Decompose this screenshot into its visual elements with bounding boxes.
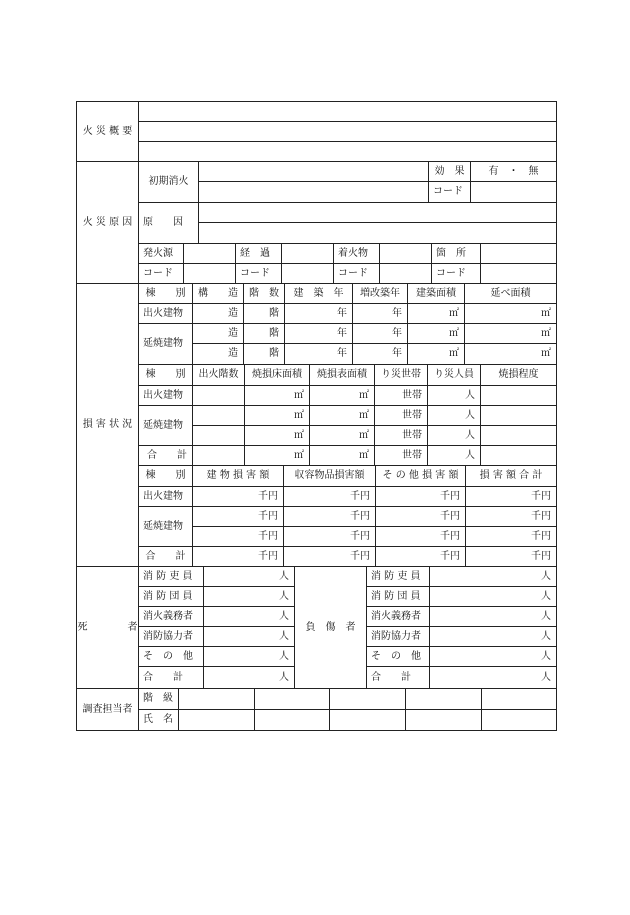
t2-r2-burn-degree[interactable]: [480, 405, 557, 426]
investigator-name-3[interactable]: [329, 709, 406, 731]
injured-row-value-6[interactable]: 人: [429, 666, 557, 689]
location-field[interactable]: [480, 243, 557, 264]
initial-extinguish-line-2[interactable]: [198, 181, 429, 203]
t2-spread-bldg-label: 延焼建物: [138, 405, 193, 446]
investigator-rank-label: 階 級: [138, 688, 179, 710]
t1-origin-bldg-label: 出火建物: [138, 303, 193, 324]
investigator-name-2[interactable]: [254, 709, 330, 731]
process-label: 経 過: [235, 243, 282, 264]
t1-r3-structure[interactable]: 造: [192, 343, 244, 365]
t2-r1-victim-persons[interactable]: 人: [427, 385, 481, 406]
t3-r2-building-damage[interactable]: 千円: [192, 506, 284, 527]
investigator-label: 調査担当者: [76, 688, 139, 731]
t3-spread-bldg-label: 延焼建物: [138, 506, 193, 547]
first-ignited-code-field[interactable]: [379, 263, 432, 284]
t3-building-damage-header: 建 物 損 害 額: [192, 465, 284, 487]
t3-r2-other-damage[interactable]: 千円: [375, 506, 466, 527]
dead-row-label-3: 消火義務者: [138, 606, 204, 627]
t3-other-damage-header: そ の 他 損 害 額: [375, 465, 466, 487]
t3-r1-other-damage[interactable]: 千円: [375, 486, 466, 507]
overview-label: 火 災 概 要: [76, 101, 139, 162]
damage-label: 損 害 状 況: [76, 283, 139, 567]
dead-row-value-5[interactable]: 人: [203, 646, 295, 667]
dead-row-label-5: そ の 他: [138, 646, 204, 667]
t2-r4-victim-persons[interactable]: 人: [427, 445, 481, 466]
injured-row-value-4[interactable]: 人: [429, 626, 557, 647]
investigator-rank-2[interactable]: [254, 688, 330, 710]
t3-r4-other-damage[interactable]: 千円: [375, 546, 466, 567]
t1-r2-building-area[interactable]: ㎡: [407, 323, 465, 344]
effect-code-field[interactable]: [470, 181, 557, 203]
t1-spread-bldg-label: 延焼建物: [138, 323, 193, 365]
t2-r3-victim-households[interactable]: 世帯: [374, 425, 428, 446]
t1-r2-floors[interactable]: 階: [243, 323, 285, 344]
dead-row-label-2: 消 防 団 員: [138, 586, 204, 607]
first-ignited-label: 着火物: [333, 243, 380, 264]
dead-row-label-6: 合 計: [138, 666, 204, 689]
t2-r1-victim-households[interactable]: 世帯: [374, 385, 428, 406]
t1-r3-floors[interactable]: 階: [243, 343, 285, 365]
t1-building-area-header: 建築面積: [407, 283, 465, 304]
t3-r1-building-damage[interactable]: 千円: [192, 486, 284, 507]
t2-r1-burned-surface-area[interactable]: ㎡: [309, 385, 375, 406]
t1-renovated-year-header: 増改築年: [352, 283, 408, 304]
injured-row-label-2: 消 防 団 員: [366, 586, 430, 607]
dead-row-value-4[interactable]: 人: [203, 626, 295, 647]
location-label: 箇 所: [431, 243, 481, 264]
t2-r1-burned-floor-area[interactable]: ㎡: [244, 385, 310, 406]
investigator-name-4[interactable]: [405, 709, 482, 731]
t2-fire-floor-header: 出火階数: [192, 364, 245, 386]
t1-r2-total-floor-area[interactable]: ㎡: [464, 323, 557, 344]
t3-r1-damage-total[interactable]: 千円: [465, 486, 557, 507]
t1-built-year-header: 建 築 年: [284, 283, 353, 304]
t3-r3-building-damage[interactable]: 千円: [192, 526, 284, 547]
t1-r1-floors[interactable]: 階: [243, 303, 285, 324]
injured-row-value-5[interactable]: 人: [429, 646, 557, 667]
t2-r3-burned-surface-area[interactable]: ㎡: [309, 425, 375, 446]
investigator-rank-1[interactable]: [178, 688, 255, 710]
t2-r2-burned-floor-area[interactable]: ㎡: [244, 405, 310, 426]
t3-r4-contents-damage[interactable]: 千円: [283, 546, 376, 567]
t3-r4-building-damage[interactable]: 千円: [192, 546, 284, 567]
t1-r3-renovated-year[interactable]: 年: [352, 343, 408, 365]
t2-r3-burn-degree[interactable]: [480, 425, 557, 446]
t3-origin-bldg-label: 出火建物: [138, 486, 193, 507]
t2-r1-burn-degree[interactable]: [480, 385, 557, 406]
t2-r2-fire-floor[interactable]: [192, 405, 245, 426]
t2-r4-burned-floor-area[interactable]: ㎡: [244, 445, 310, 466]
injured-row-value-2[interactable]: 人: [429, 586, 557, 607]
effect-code-label: コード: [428, 181, 471, 203]
overview-line-1[interactable]: [138, 101, 557, 122]
cause-label: 火 災 原 因: [76, 161, 139, 284]
t1-r1-total-floor-area[interactable]: ㎡: [464, 303, 557, 324]
overview-line-3[interactable]: [138, 141, 557, 162]
location-code-field[interactable]: [480, 263, 557, 284]
first-ignited-code-label: コード: [333, 263, 380, 284]
t2-r4-fire-floor[interactable]: [192, 445, 245, 466]
t1-r2-built-year[interactable]: 年: [284, 323, 353, 344]
t2-r3-victim-persons[interactable]: 人: [427, 425, 481, 446]
t1-floors-header: 階 数: [243, 283, 285, 304]
t3-total-label: 合 計: [138, 546, 193, 567]
t2-r2-burned-surface-area[interactable]: ㎡: [309, 405, 375, 426]
dead-row-label-1: 消 防 吏 員: [138, 566, 204, 587]
investigator-name-1[interactable]: [178, 709, 255, 731]
investigator-name-5[interactable]: [481, 709, 557, 731]
t1-r2-renovated-year[interactable]: 年: [352, 323, 408, 344]
t2-r3-fire-floor[interactable]: [192, 425, 245, 446]
t3-damage-total-header: 損 害 額 合 計: [465, 465, 557, 487]
t2-type-header: 棟 別: [138, 364, 193, 386]
dead-row-label-4: 消防協力者: [138, 626, 204, 647]
first-ignited-field[interactable]: [379, 243, 432, 264]
cause-detail-line-2[interactable]: [198, 222, 557, 244]
t3-r3-contents-damage[interactable]: 千円: [283, 526, 376, 547]
effect-value[interactable]: 有 ・ 無: [470, 161, 557, 182]
t2-r4-burned-surface-area[interactable]: ㎡: [309, 445, 375, 466]
t1-r1-structure[interactable]: 造: [192, 303, 244, 324]
injured-row-label-3: 消火義務者: [366, 606, 430, 627]
t2-victim-households-header: り災世帯: [374, 364, 428, 386]
effect-label: 効 果: [428, 161, 471, 182]
t3-r3-other-damage[interactable]: 千円: [375, 526, 466, 547]
t2-r2-victim-persons[interactable]: 人: [427, 405, 481, 426]
process-code-field[interactable]: [281, 263, 334, 284]
investigator-name-label: 氏 名: [138, 709, 179, 731]
t2-origin-bldg-label: 出火建物: [138, 385, 193, 406]
dead-row-value-3[interactable]: 人: [203, 606, 295, 627]
t3-type-header: 棟 別: [138, 465, 193, 487]
overview-line-2[interactable]: [138, 121, 557, 142]
injured-row-label-6: 合 計: [366, 666, 430, 689]
t2-r2-victim-households[interactable]: 世帯: [374, 405, 428, 426]
t2-burned-surface-area-header: 焼損表面積: [309, 364, 375, 386]
ignition-source-code-field[interactable]: [183, 263, 236, 284]
t1-r1-building-area[interactable]: ㎡: [407, 303, 465, 324]
initial-extinguish-label: 初期消火: [138, 161, 199, 203]
injured-row-value-1[interactable]: 人: [429, 566, 557, 587]
t2-victim-persons-header: り災人員: [427, 364, 481, 386]
t3-r4-damage-total[interactable]: 千円: [465, 546, 557, 567]
injured-row-label-4: 消防協力者: [366, 626, 430, 647]
investigator-rank-5[interactable]: [481, 688, 557, 710]
t3-contents-damage-header: 収容物品損害額: [283, 465, 376, 487]
t2-r1-fire-floor[interactable]: [192, 385, 245, 406]
dead-row-value-6[interactable]: 人: [203, 666, 295, 689]
t1-type-header: 棟 別: [138, 283, 193, 304]
ignition-source-label: 発火源: [138, 243, 184, 264]
investigator-rank-4[interactable]: [405, 688, 482, 710]
t2-r3-burned-floor-area[interactable]: ㎡: [244, 425, 310, 446]
t2-r4-victim-households[interactable]: 世帯: [374, 445, 428, 466]
t1-r2-structure[interactable]: 造: [192, 323, 244, 344]
t2-r4-burn-degree[interactable]: [480, 445, 557, 466]
injured-row-label-1: 消 防 吏 員: [366, 566, 430, 587]
t2-burn-degree-header: 焼損程度: [480, 364, 557, 386]
initial-extinguish-line-1[interactable]: [198, 161, 429, 182]
process-code-label: コード: [235, 263, 282, 284]
injured-row-label-5: そ の 他: [366, 646, 430, 667]
t2-burned-floor-area-header: 焼損床面積: [244, 364, 310, 386]
t1-r3-total-floor-area[interactable]: ㎡: [464, 343, 557, 365]
t3-r2-contents-damage[interactable]: 千円: [283, 506, 376, 527]
t1-total-floor-area-header: 延べ面積: [464, 283, 557, 304]
investigator-rank-3[interactable]: [329, 688, 406, 710]
injured-label: 負 傷 者: [294, 566, 367, 689]
cause-detail-label: 原 因: [138, 202, 199, 244]
t3-r2-damage-total[interactable]: 千円: [465, 506, 557, 527]
t3-r3-damage-total[interactable]: 千円: [465, 526, 557, 547]
ignition-source-code-label: コード: [138, 263, 184, 284]
t1-structure-header: 構 造: [192, 283, 244, 304]
location-code-label: コード: [431, 263, 481, 284]
t1-r3-building-area[interactable]: ㎡: [407, 343, 465, 365]
t2-total-label: 合 計: [138, 445, 193, 466]
dead-label: 死 者: [76, 566, 139, 689]
dead-row-value-2[interactable]: 人: [203, 586, 295, 607]
cause-detail-line-1[interactable]: [198, 202, 557, 223]
t1-r1-renovated-year[interactable]: 年: [352, 303, 408, 324]
t1-r1-built-year[interactable]: 年: [284, 303, 353, 324]
ignition-source-field[interactable]: [183, 243, 236, 264]
injured-row-value-3[interactable]: 人: [429, 606, 557, 627]
dead-row-value-1[interactable]: 人: [203, 566, 295, 587]
t1-r3-built-year[interactable]: 年: [284, 343, 353, 365]
t3-r1-contents-damage[interactable]: 千円: [283, 486, 376, 507]
process-field[interactable]: [281, 243, 334, 264]
